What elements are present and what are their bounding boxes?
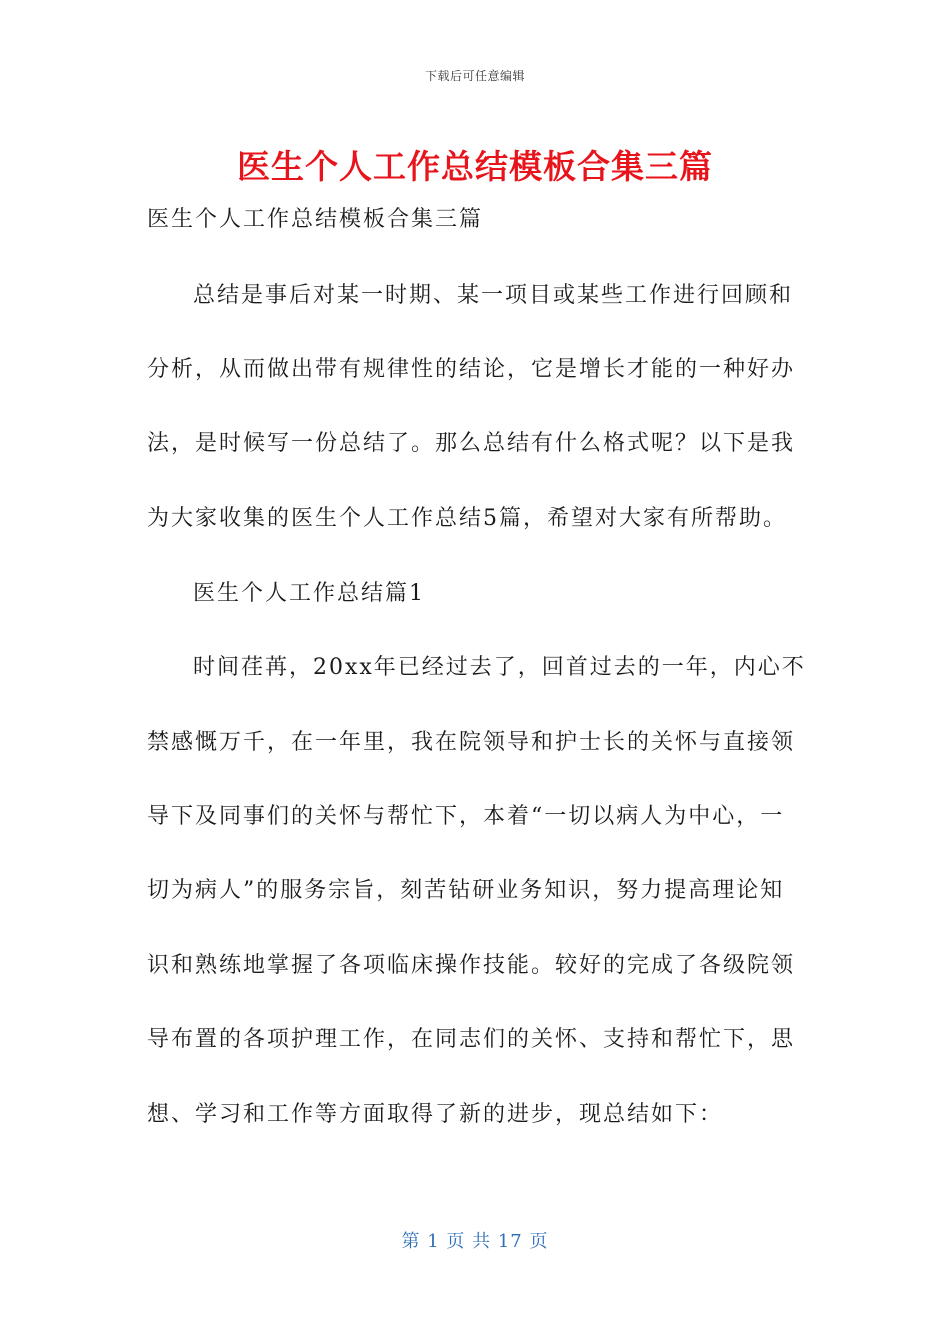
header-note: 下载后可任意编辑 [424,69,525,83]
document-title: 医生个人工作总结模板合集三篇 [237,147,713,186]
paragraph-line: 法，是时候写一份总结了。那么总结有什么格式呢？以下是我 [147,431,796,456]
section-heading: 医生个人工作总结篇1 [193,581,425,606]
paragraph-line: 导下及同事们的关怀与帮忙下，本着“一切以病人为中心，一 [147,804,785,829]
subtitle-line: 医生个人工作总结模板合集三篇 [147,207,484,232]
paragraph-line: 导布置的各项护理工作，在同志们的关怀、支持和帮忙下，思 [147,1027,796,1052]
paragraph-line: 总结是事后对某一时期、某一项目或某些工作进行回顾和 [193,283,794,308]
paragraph-line: 识和熟练地掌握了各项临床操作技能。较好的完成了各级院领 [147,953,796,978]
paragraph-line: 分析，从而做出带有规律性的结论，它是增长才能的一种好办 [147,357,796,382]
paragraph-line: 为大家收集的医生个人工作总结5篇，希望对大家有所帮助。 [147,506,787,531]
paragraph-line: 禁感慨万千，在一年里，我在院领导和护士长的关怀与直接领 [147,730,796,755]
page-number: 第 1 页 共 17 页 [401,1231,549,1252]
paragraph-line: 切为病人”的服务宗旨，刻苦钻研业务知识，努力提高理论知 [147,878,785,903]
paragraph-line: 想、学习和工作等方面取得了新的进步，现总结如下： [147,1102,724,1127]
paragraph-line: 时间荏苒，20xx年已经过去了，回首过去的一年，内心不 [193,655,806,680]
